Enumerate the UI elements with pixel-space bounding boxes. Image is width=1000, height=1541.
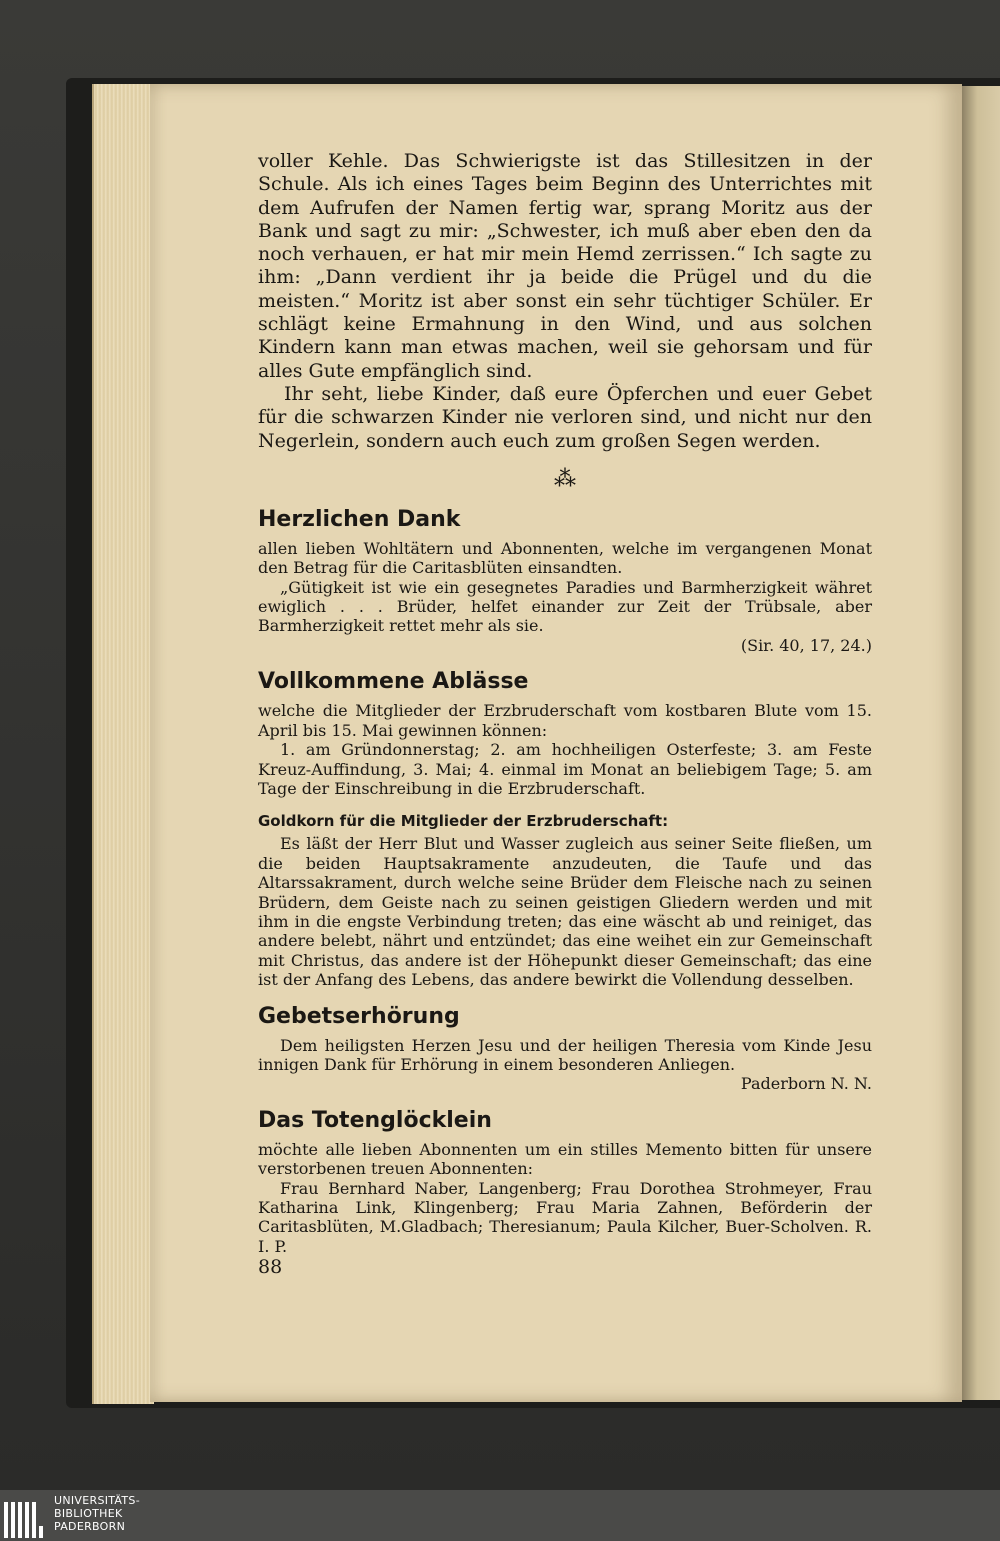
ablaesse-list: 1. am Gründonnerstag; 2. am hochheiligen Osterfeste; 3. am Feste Kreuz-Auffindung, 3. Mai; 4. einmal im Monat an beliebigem Tage; 5. am Tage der Einschreibung in die Erzbruderschaft. xyxy=(258,740,872,798)
library-logo-icon xyxy=(4,1496,44,1538)
library-name-line-1: UNIVERSITÄTS- xyxy=(54,1494,140,1507)
dank-text: allen lieben Wohltätern und Abonnenten, welche im vergangenen Monat den Betrag für die Caritasblüten einsandten. xyxy=(258,538,872,578)
library-name-line-3: PADERBORN xyxy=(54,1520,126,1533)
page-content xyxy=(258,150,872,1256)
gebetserhoerung-text: Dem heiligsten Herzen Jesu und der heiligen Theresia vom Kinde Jesu innigen Dank für Erhörung in einem besonderen Anliegen. xyxy=(258,1035,872,1074)
goldkorn-text: Es läßt der Herr Blut und Wasser zugleich aus seiner Seite fließen, um die beiden Hauptsakramente anzudeuten, die Taufe und das Altarssakrament, durch welche seine Brüder dem Fleische nach zu seinen Brüdern, dem Geiste nach zu seinen geistigen Gliedern werden und mit ihm in die engste Verbindung treten; das eine wäscht ab und reiniget, das andere belebt, nährt und entzündet; das eine weihet ein zur Gemeinschaft mit Christus, das andere ist der Höhepunkt dieser Gemeinschaft; das eine ist der Anfang des Lebens, das andere bewirkt die Vollendung desselben. xyxy=(258,834,872,990)
facing-page-edge xyxy=(962,86,1000,1400)
gebetserhoerung-signature: Paderborn N. N. xyxy=(740,1074,872,1094)
dank-citation: (Sir. 40, 17, 24.) xyxy=(740,635,872,655)
heading-totengloecklein: Das Totenglöcklein xyxy=(258,1107,492,1133)
dank-quote: „Gütigkeit ist wie ein gesegnetes Paradies und Barmherzigkeit währet ewiglich . . . Brüder, helfet einander zur Zeit der Trübsale, aber Barmherzigkeit rettet mehr als sie. xyxy=(258,577,872,636)
ablaesse-text: welche die Mitglieder der Erzbruderschaft vom kostbaren Blute vom 15. April bis 15. Mai gewinnen können: xyxy=(258,701,872,740)
totengloecklein-text: möchte alle lieben Abonnenten um ein stilles Memento bitten für unsere verstorbenen treuen Abonnenten: xyxy=(258,1139,872,1179)
library-footer xyxy=(0,1490,1000,1541)
page-number: 88 xyxy=(258,1256,283,1278)
body-paragraph-2: Ihr seht, liebe Kinder, daß eure Öpferchen und euer Gebet für die schwarzen Kinder nie verloren sind, und nicht nur den Negerlein, sondern auch euch zum großen Segen werden. xyxy=(258,382,872,452)
totengloecklein-names: Frau Bernhard Naber, Langenberg; Frau Dorothea Strohmeyer, Frau Katharina Link, Klingenberg; Frau Maria Zahnen, Beförderin der Caritasblüten, M.Gladbach; Theresianum; Paula Kilcher, Buer-Scholven. R. I. P. xyxy=(258,1178,872,1256)
heading-vollkommene-ablaesse: Vollkommene Ablässe xyxy=(258,669,529,695)
heading-goldkorn: Goldkorn für die Mitglieder der Erzbruderschaft: xyxy=(258,812,669,831)
page-edges xyxy=(92,84,154,1404)
ornament-divider: ⁂ xyxy=(554,466,576,492)
heading-gebetserhoerung: Gebetserhörung xyxy=(258,1003,460,1029)
library-name-line-2: BIBLIOTHEK xyxy=(54,1507,123,1520)
library-name xyxy=(54,1494,140,1533)
heading-herzlichen-dank: Herzlichen Dank xyxy=(258,506,461,532)
body-paragraph-1: voller Kehle. Das Schwierigste ist das Stillesitzen in der Schule. Als ich eines Tages beim Beginn des Unterrichtes mit dem Aufrufen der Namen fertig war, sprang Moritz aus der Bank und sagt zu mir: „Schwester, ich muß aber eben den da noch verhauen, er hat mir mein Hemd zerrissen.“ Ich sagte zu ihm: „Dann verdient ihr ja beide die Prügel und du die meisten.“ Moritz ist aber sonst ein sehr tüchtiger Schüler. Er schlägt keine Ermahnung in den Wind, und aus solchen Kindern kann man etwas machen, weil sie gehorsam und für alles Gute empfänglich sind. xyxy=(258,150,872,382)
